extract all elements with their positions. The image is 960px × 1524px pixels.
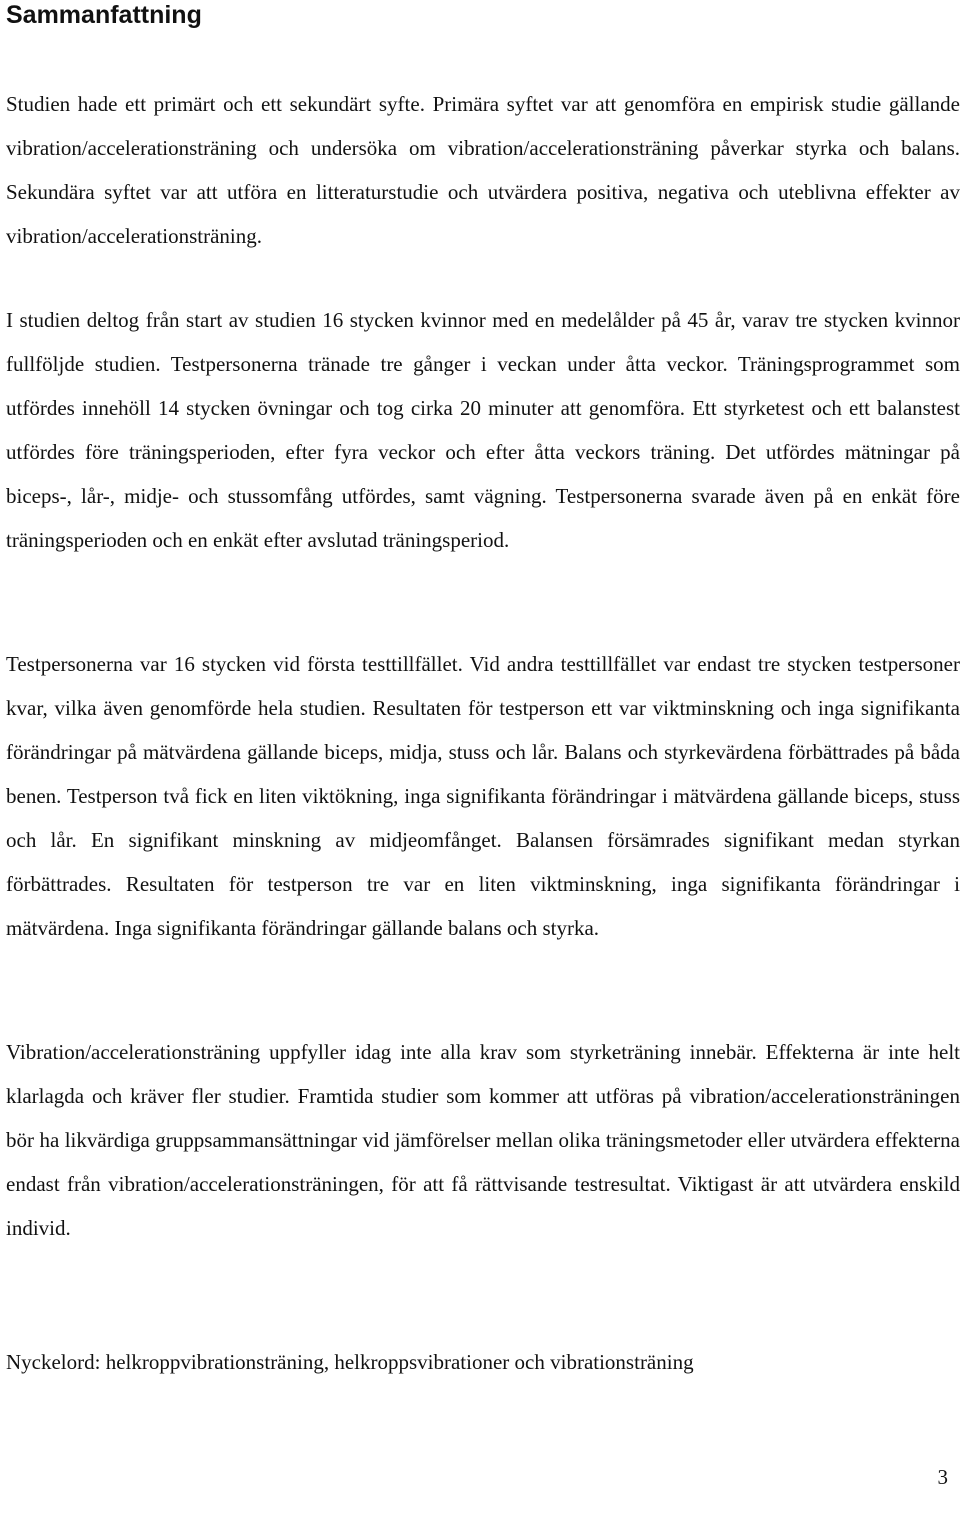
paragraph-method: I studien deltog från start av studien 16 stycken kvinnor med en medelålder på 45 år, varav tre stycken kvinnor fullföljde studien. Testpersonerna tränade tre gånger i veckan under åtta veckor. Träningsprogrammet som utfördes innehöll 14 stycken övningar och tog cirka 20 minuter att genomföra. Ett styrketest och ett balanstest utfördes före träningsperioden, efter fyra veckor och efter åtta veckors träning. Det utfördes mätningar på biceps-, lår-, midje- och stussomfång utfördes, samt vägning. Testpersonerna svarade även på en enkät före träningsperioden och en enkät efter avslutad träningsperiod. (6, 308, 960, 552)
page-number: 3 (937, 1465, 948, 1489)
paragraph-results: Testpersonerna var 16 stycken vid första testtillfället. Vid andra testtillfället var endast tre stycken testpersoner kvar, vilka även genomförde hela studien. Resultaten för testperson ett var viktminskning och inga signifikanta förändringar på mätvärdena gällande biceps, midja, stuss och lår. Balans och styrkevärdena förbättrades på båda benen. Testperson två fick en liten viktökning, inga signifikanta förändringar i mätvärdena gällande biceps, stuss och lår. En signifikant minskning av midjeomfånget. Balansen försämrades signifikant medan styrkan förbättrades. Resultaten för testperson tre var en liten viktminskning, inga signifikanta förändringar i mätvärdena. Inga signifikanta förändringar gällande balans och styrka. (6, 652, 960, 940)
paragraph-purpose: Studien hade ett primärt och ett sekundärt syfte. Primära syftet var att genomföra en empirisk studie gällande vibration/accelerationsträning och undersöka om vibration/accelerationsträning påverkar styrka och balans. Sekundära syftet var att utföra en litteraturstudie och utvärdera positiva, negativa och uteblivna effekter av vibration/accelerationsträning. (6, 92, 960, 248)
paragraph-conclusion: Vibration/accelerationsträning uppfyller idag inte alla krav som styrketräning innebär. Effekterna är inte helt klarlagda och kräver fler studier. Framtida studier som kommer att utföras på vibration/accelerationsträningen bör ha likvärdiga gruppsammansättningar vid jämförelser mellan olika träningsmetoder eller utvärdera effekterna endast från vibration/accelerationsträningen, för att få rättvisande testresultat. Viktigast är att utvärdera enskild individ. (6, 1040, 960, 1240)
paragraph-keywords: Nyckelord: helkroppvibrationsträning, helkroppsvibrationer och vibrationsträning (6, 1350, 694, 1374)
section-heading: Sammanfattning (6, 1, 202, 29)
